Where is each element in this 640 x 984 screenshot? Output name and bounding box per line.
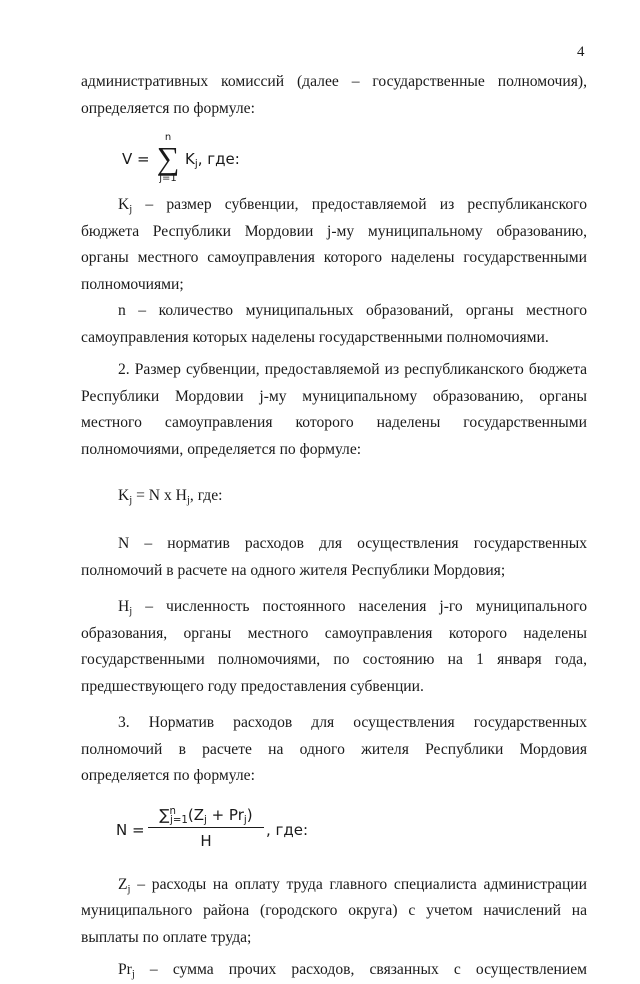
sigma-icon: ∑ [156,140,180,176]
paragraph-item-2: 2. Размер субвенции, предоставляемой из республиканского бюджета Республики Мордовии j-му муниципальному образованию, органы местного самоуправления которого наделены государственными полномочиями, определяется по формуле: [81,361,587,458]
definition-n: n – количество муниципальных образований, органы местного самоуправления которых наделены государственными полномочиями. [81,302,587,346]
formula-n-fraction [81,804,587,856]
fraction [148,804,264,852]
sum-upper-limit: n [164,132,172,143]
fraction-numerator: $\sum^n_{j=1}(Z_j + Pr_j)$ [148,804,264,828]
page-number: 4 [577,44,585,60]
sum-lower-limit: j=1 [159,173,177,184]
formula-kj: $K_j = N$ x $H_j$, где: [118,487,223,506]
document-body [81,69,587,984]
summation-symbol [153,132,183,184]
fraction-denominator: H [200,831,212,850]
formula-n-tail: , где: [266,820,309,839]
definition-hj: $H_j$ – численность постоянного населения j-го муниципального образования, органы местного самоуправления которого наделены государственными полномочиями, по состоянию на 1 января года, предшествующего году предоставления субвенции. [81,598,587,695]
definition-prj: $Pr_j$ – сумма прочих расходов, связанных с осуществлением [118,961,587,980]
paragraph-item-3: 3. Норматив расходов для осуществления государственных полномочий в расчете на одного жителя Республики Мордовия определяется по формуле: [81,714,587,784]
formula-v-lhs: V = [122,150,150,168]
definition-zj: $Z_j$ – расходы на оплату труда главного специалиста администрации муниципального района (городского округа) с учетом начислений на выплаты по оплате труда; [81,875,587,946]
formula-n-lhs: N = [116,820,145,839]
formula-v-term: $K_j$, где: [185,150,240,170]
paragraph-continuation: административных комиссий (далее – государственные полномочия), [81,73,587,90]
definition-norm-n: N – норматив расходов для осуществления государственных полномочий в расчете на одного жителя Республики Мордовия; [81,535,587,579]
formula-v-sum [81,130,587,192]
definition-kj: $K_j$ – размер субвенции, предоставляемой из республиканского бюджета Республики Мордовии j-му муниципальному образованию, органы местного самоуправления которого наделены государственными полномочиями; [81,196,587,293]
paragraph-formula-intro: определяется по формуле: [81,99,255,117]
